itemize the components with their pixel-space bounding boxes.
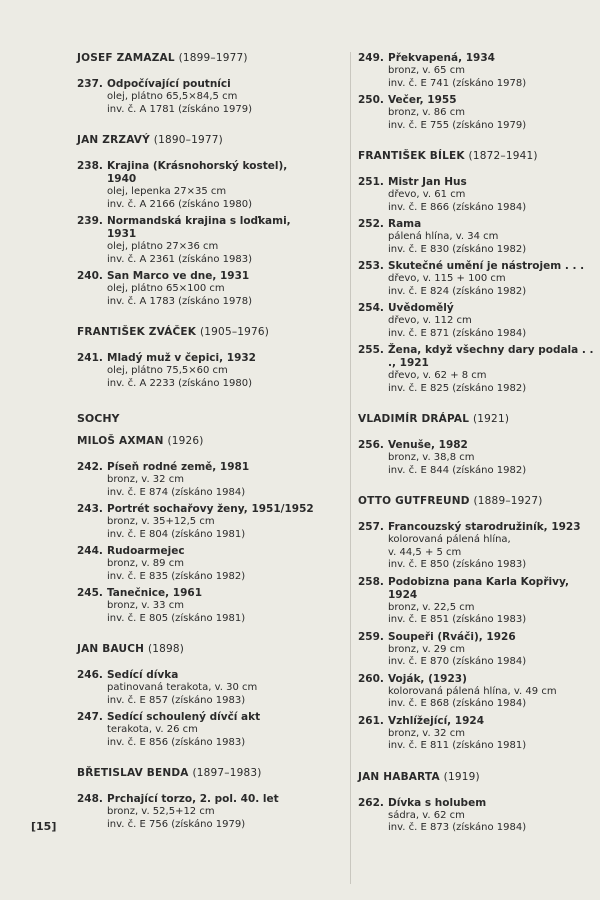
entry-title: Francouzský starodružiník, 1923 [388, 521, 581, 533]
entry-number: 250. [358, 94, 384, 106]
entry-detail: kolorovaná pálená hlína, [388, 534, 511, 545]
entry-heading [358, 576, 598, 602]
entry-heading [358, 344, 598, 370]
entry-detail: dřevo, v. 115 + 100 cm [388, 273, 506, 284]
catalogue-entry [77, 587, 317, 625]
catalogue-entry [358, 715, 598, 753]
entry-number: 253. [358, 260, 384, 272]
entry-number: 260. [358, 672, 384, 685]
entry-title: Voják, (1923) [388, 672, 467, 685]
entry-title: Uvědomělý [388, 302, 454, 314]
entry-heading [77, 160, 317, 186]
artist-heading [77, 643, 317, 655]
entry-detail: dřevo, v. 62 + 8 cm [388, 370, 487, 381]
entry-detail: dřevo, v. 112 cm [388, 315, 472, 326]
entry-title: Dívka s holubem [388, 796, 487, 809]
entry-detail: bronz, v. 35+12,5 cm [107, 516, 215, 527]
entry-detail: sádra, v. 62 cm [388, 809, 465, 821]
artist-name: JAN HABARTA [358, 770, 444, 783]
entry-detail: olej, plátno 75,5×60 cm [107, 365, 228, 376]
entry-number: 243. [77, 503, 103, 515]
entry-title: Normandská krajina s loďkami, 1931 [107, 215, 291, 240]
catalogue-entry [77, 711, 317, 749]
entry-detail: bronz, v. 38,8 cm [388, 452, 475, 463]
entry-detail: inv. č. E 873 (získáno 1984) [388, 822, 527, 833]
entry-title: San Marco ve dne, 1931 [107, 270, 250, 282]
entry-number: 252. [358, 218, 384, 230]
entry-detail: olej, lepenka 27×35 cm [107, 186, 227, 197]
artist-years: (1872–1941) [468, 150, 538, 162]
entry-detail: inv. č. E 741 (získáno 1978) [388, 77, 527, 89]
entry-number: 242. [77, 461, 103, 473]
section-heading: SOCHY [77, 412, 120, 425]
entry-detail: v. 44,5 + 5 cm [388, 546, 462, 558]
artist-name: JAN ZRZAVÝ [77, 134, 154, 146]
entry-detail: pálená hlína, v. 34 cm [388, 231, 499, 242]
entry-heading [358, 439, 598, 452]
entry-heading [358, 260, 598, 273]
entry-title: Večer, 1955 [388, 94, 457, 106]
entry-detail: inv. č. E 811 (získáno 1981) [388, 740, 527, 751]
entry-number: 249. [358, 52, 384, 64]
entry-detail: kolorovaná pálená hlína, v. 49 cm [388, 685, 557, 697]
entry-number: 238. [77, 160, 103, 172]
entry-detail: inv. č. E 844 (získáno 1982) [388, 464, 527, 476]
entry-detail: bronz, v. 22,5 cm [388, 601, 475, 613]
artist-name: FRANTIŠEK ZVÁČEK [77, 326, 200, 338]
entry-detail: inv. č. E 825 (získáno 1982) [388, 382, 527, 394]
entry-title: Žena, když všechny dary podala . . ., 1921 [388, 344, 594, 369]
artist-years: (1889–1927) [473, 495, 543, 507]
catalogue-entry [77, 503, 317, 541]
artist-heading [358, 150, 598, 162]
entry-heading [358, 521, 598, 534]
entry-number: 248. [77, 793, 103, 805]
catalogue-entry [358, 344, 598, 395]
entry-heading [77, 78, 317, 91]
entry-number: 255. [358, 344, 384, 356]
entry-detail: inv. č. E 871 (získáno 1984) [388, 327, 527, 339]
entry-title: Krajina (Krásnohorský kostel), 1940 [107, 160, 288, 185]
entry-heading [358, 94, 598, 107]
entry-heading [77, 215, 317, 241]
entry-detail: bronz, v. 32 cm [107, 474, 184, 485]
entry-detail: inv. č. A 2166 (získáno 1980) [107, 198, 252, 210]
entry-heading [77, 793, 317, 806]
entry-title: Mistr Jan Hus [388, 176, 467, 188]
page-number: [15] [31, 820, 57, 833]
entry-number: 254. [358, 302, 384, 314]
entry-title: Překvapená, 1934 [388, 52, 495, 64]
artist-name: JOSEF ZAMAZAL [77, 52, 179, 64]
entry-detail: inv. č. E 805 (získáno 1981) [107, 612, 246, 624]
artist-name: VLADIMÍR DRÁPAL [358, 413, 473, 425]
entry-title: Píseň rodné země, 1981 [107, 461, 250, 473]
entry-detail: inv. č. E 830 (získáno 1982) [388, 243, 527, 255]
entry-detail: bronz, v. 86 cm [388, 107, 465, 118]
artist-years: (1890–1977) [153, 134, 223, 146]
entry-number: 262. [358, 796, 384, 809]
entry-number: 241. [77, 352, 103, 364]
artist-heading [77, 435, 317, 447]
entry-detail: bronz, v. 33 cm [107, 600, 184, 611]
catalogue-entry [77, 78, 317, 116]
artist-name: MILOŠ AXMAN [77, 435, 168, 447]
entry-number: 246. [77, 669, 103, 681]
artist-heading [358, 771, 598, 783]
entry-number: 257. [358, 521, 384, 533]
entry-number: 237. [77, 78, 103, 90]
artist-heading [77, 767, 317, 779]
catalogue-entry [358, 521, 598, 572]
entry-number: 245. [77, 587, 103, 599]
entry-title: Portrét sochařovy ženy, 1951/1952 [107, 503, 314, 515]
entry-detail: inv. č. E 870 (získáno 1984) [388, 656, 527, 667]
entry-detail: olej, plátno 27×36 cm [107, 241, 219, 252]
entry-detail: terakota, v. 26 cm [107, 724, 198, 735]
catalogue-entry [77, 352, 317, 390]
entry-heading [358, 52, 598, 65]
entry-detail: inv. č. E 874 (získáno 1984) [107, 486, 246, 498]
catalogue-entry [77, 270, 317, 308]
entry-title: Venuše, 1982 [388, 439, 468, 451]
entry-detail: inv. č. E 856 (získáno 1983) [107, 736, 246, 748]
catalogue-entry [358, 797, 598, 835]
artist-years: (1921) [473, 413, 510, 425]
entry-detail: dřevo, v. 61 cm [388, 189, 466, 200]
entry-detail: patinovaná terakota, v. 30 cm [107, 682, 258, 693]
entry-detail: inv. č. E 835 (získáno 1982) [107, 570, 246, 582]
artist-heading [358, 495, 598, 507]
entry-number: 240. [77, 270, 103, 282]
entry-number: 261. [358, 714, 384, 727]
catalogue-entry [77, 160, 317, 211]
entry-number: 259. [358, 630, 384, 643]
catalogue-entry [77, 793, 317, 831]
catalogue-entry [358, 176, 598, 214]
catalogue-entry [358, 439, 598, 477]
entry-number: 251. [358, 176, 384, 188]
artist-name: BŘETISLAV BENDA [77, 767, 193, 779]
entry-detail: inv. č. E 755 (získáno 1979) [388, 119, 527, 131]
entry-detail: inv. č. E 756 (získáno 1979) [107, 818, 246, 830]
entry-title: Podobizna pana Karla Kopřivy, 1924 [388, 575, 569, 601]
entry-number: 247. [77, 711, 103, 723]
catalogue-entry [358, 218, 598, 256]
entry-detail: inv. č. E 824 (získáno 1982) [388, 285, 527, 297]
entry-number: 244. [77, 545, 103, 557]
catalogue-entry [358, 631, 598, 669]
entry-detail: inv. č. E 851 (získáno 1983) [388, 614, 527, 625]
catalogue-entry [358, 302, 598, 340]
column-divider [350, 52, 351, 884]
artist-years: (1919) [443, 770, 480, 783]
catalogue-entry [77, 215, 317, 266]
artist-years: (1897–1983) [192, 767, 262, 779]
catalogue-entry [358, 673, 598, 711]
entry-title: Mladý muž v čepici, 1932 [107, 352, 256, 364]
entry-number: 239. [77, 215, 103, 227]
left-column [77, 52, 317, 835]
entry-title: Vzhlížející, 1924 [388, 714, 485, 727]
catalogue-entry [358, 94, 598, 132]
entry-number: 256. [358, 439, 384, 451]
entry-detail: inv. č. A 1783 (získáno 1978) [107, 295, 252, 307]
entry-title: Soupeři (Rváči), 1926 [388, 630, 516, 643]
entry-detail: inv. č. A 2361 (získáno 1983) [107, 253, 252, 265]
artist-heading [77, 326, 317, 338]
entry-heading [358, 302, 598, 315]
entry-title: Rama [388, 218, 422, 230]
entry-detail: olej, plátno 65,5×84,5 cm [107, 91, 238, 102]
entry-title: Sedící schoulený dívčí akt [107, 711, 261, 723]
catalogue-entry [77, 669, 317, 707]
entry-detail: inv. č. E 857 (získáno 1983) [107, 694, 246, 706]
entry-title: Prchající torzo, 2. pol. 40. let [107, 793, 279, 805]
entry-title: Sedící dívka [107, 669, 179, 681]
entry-heading [358, 715, 598, 728]
artist-years: (1905–1976) [200, 326, 270, 338]
artist-heading [77, 52, 317, 64]
artist-heading [77, 134, 317, 146]
artist-heading [358, 413, 598, 425]
entry-title: Odpočívající poutníci [107, 78, 231, 90]
entry-heading [77, 503, 317, 516]
artist-name: FRANTIŠEK BÍLEK [358, 150, 469, 162]
artist-years: (1898) [147, 643, 185, 655]
artist-name: OTTO GUTFREUND [358, 495, 474, 507]
catalogue-entry [77, 545, 317, 583]
entry-detail: olej, plátno 65×100 cm [107, 283, 225, 294]
entry-detail: bronz, v. 52,5+12 cm [107, 806, 215, 817]
entry-heading [77, 270, 317, 283]
entry-detail: inv. č. E 850 (získáno 1983) [388, 559, 527, 570]
entry-heading [77, 669, 317, 682]
entry-title: Skutečné umění je nástrojem . . . [388, 260, 585, 272]
entry-detail: bronz, v. 65 cm [388, 65, 465, 76]
entry-detail: bronz, v. 89 cm [107, 558, 184, 569]
entry-heading [77, 352, 317, 365]
catalogue-entry [358, 576, 598, 627]
entry-detail: inv. č. A 1781 (získáno 1979) [107, 103, 252, 115]
entry-heading [358, 218, 598, 231]
entry-detail: bronz, v. 32 cm [388, 727, 465, 739]
entry-heading [77, 711, 317, 724]
entry-heading [358, 176, 598, 189]
entry-title: Rudoarmejec [107, 545, 185, 557]
catalogue-entry [358, 260, 598, 298]
right-column [358, 52, 598, 839]
artist-years: (1899–1977) [178, 52, 248, 64]
entry-detail: inv. č. E 804 (získáno 1981) [107, 528, 246, 540]
catalogue-entry [358, 52, 598, 90]
entry-detail: bronz, v. 29 cm [388, 643, 465, 655]
entry-title: Tanečnice, 1961 [107, 587, 203, 599]
entry-detail: inv. č. A 2233 (získáno 1980) [107, 377, 252, 389]
catalogue-entry [77, 461, 317, 499]
entry-detail: inv. č. E 868 (získáno 1984) [388, 698, 527, 709]
artist-years: (1926) [167, 435, 204, 447]
entry-heading [358, 673, 598, 686]
artist-name: JAN BAUCH [77, 643, 148, 655]
entry-heading [77, 587, 317, 600]
entry-number: 258. [358, 575, 384, 588]
entry-heading [77, 461, 317, 474]
entry-heading [358, 797, 598, 810]
entry-heading [358, 631, 598, 644]
entry-heading [77, 545, 317, 558]
entry-detail: inv. č. E 866 (získáno 1984) [388, 201, 527, 213]
